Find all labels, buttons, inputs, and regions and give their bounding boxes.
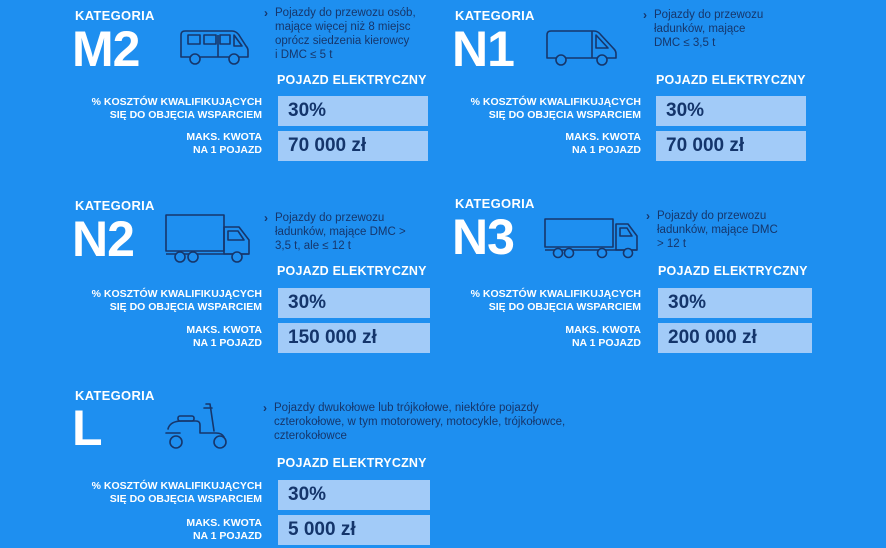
costs-label: % KOSZTÓW KWALIFIKUJĄCYCH SIĘ DO OBJĘCIA WSPARCIEM xyxy=(91,288,262,313)
percent-value: 30% xyxy=(278,480,430,510)
max-amount-label: MAKS. KWOTA NA 1 POJAZD xyxy=(565,131,641,156)
costs-label: % KOSZTÓW KWALIFIKUJĄCYCH SIĘ DO OBJĘCIA WSPARCIEM xyxy=(91,96,262,121)
max-amount-value: 70 000 zł xyxy=(656,131,806,161)
chevron-right-icon: › xyxy=(643,8,647,22)
category-description: › Pojazdy dwukołowe lub trójkołowe, niektóre pojazdy czterokołowe, w tym motorowery, motocykle, trójkołowce, czterokołowce xyxy=(263,401,566,442)
chevron-right-icon: › xyxy=(264,211,268,225)
percent-value: 30% xyxy=(278,288,430,318)
electric-vehicle-heading: POJAZD ELEKTRYCZNY xyxy=(277,456,427,470)
category-description: › Pojazdy do przewozu ładunków, mające DMC > 12 t xyxy=(646,209,778,250)
category-description: › Pojazdy do przewozu ładunków, mające DMC ≤ 3,5 t xyxy=(643,8,764,49)
max-amount-label: MAKS. KWOTA NA 1 POJAZD xyxy=(186,324,262,349)
category-label: KATEGORIA xyxy=(455,196,535,211)
costs-label: % KOSZTÓW KWALIFIKUJĄCYCH SIĘ DO OBJĘCIA WSPARCIEM xyxy=(470,96,641,121)
category-description: › Pojazdy do przewozu ładunków, mające DMC > 3,5 t, ale ≤ 12 t xyxy=(264,211,406,252)
category-code: N2 xyxy=(72,211,134,267)
percent-value: 30% xyxy=(656,96,806,126)
chevron-right-icon: › xyxy=(263,401,267,415)
percent-value: 30% xyxy=(658,288,812,318)
category-code: L xyxy=(72,400,102,456)
category-code: N3 xyxy=(452,209,514,265)
electric-vehicle-heading: POJAZD ELEKTRYCZNY xyxy=(277,73,427,87)
category-label: KATEGORIA xyxy=(75,198,155,213)
category-label: KATEGORIA xyxy=(75,8,155,23)
category-code: N1 xyxy=(452,21,514,77)
max-amount-value: 70 000 zł xyxy=(278,131,428,161)
max-amount-label: MAKS. KWOTA NA 1 POJAZD xyxy=(186,517,262,542)
costs-label: % KOSZTÓW KWALIFIKUJĄCYCH SIĘ DO OBJĘCIA WSPARCIEM xyxy=(470,288,641,313)
max-amount-label: MAKS. KWOTA NA 1 POJAZD xyxy=(186,131,262,156)
max-amount-label: MAKS. KWOTA NA 1 POJAZD xyxy=(565,324,641,349)
category-label: KATEGORIA xyxy=(75,388,155,403)
costs-label: % KOSZTÓW KWALIFIKUJĄCYCH SIĘ DO OBJĘCIA WSPARCIEM xyxy=(91,480,262,505)
category-code: M2 xyxy=(72,21,140,77)
max-amount-value: 5 000 zł xyxy=(278,515,430,545)
max-amount-value: 200 000 zł xyxy=(658,323,812,353)
category-label: KATEGORIA xyxy=(455,8,535,23)
electric-vehicle-heading: POJAZD ELEKTRYCZNY xyxy=(656,73,806,87)
electric-vehicle-heading: POJAZD ELEKTRYCZNY xyxy=(658,264,808,278)
scooter-icon xyxy=(162,401,234,451)
percent-value: 30% xyxy=(278,96,428,126)
max-amount-value: 150 000 zł xyxy=(278,323,430,353)
category-description: › Pojazdy do przewozu osób, mające więcej niż 8 miejsc oprócz siedzenia kierowcy i DMC ≤ 5 t xyxy=(264,6,416,61)
electric-vehicle-heading: POJAZD ELEKTRYCZNY xyxy=(277,264,427,278)
chevron-right-icon: › xyxy=(264,6,268,20)
chevron-right-icon: › xyxy=(646,209,650,223)
